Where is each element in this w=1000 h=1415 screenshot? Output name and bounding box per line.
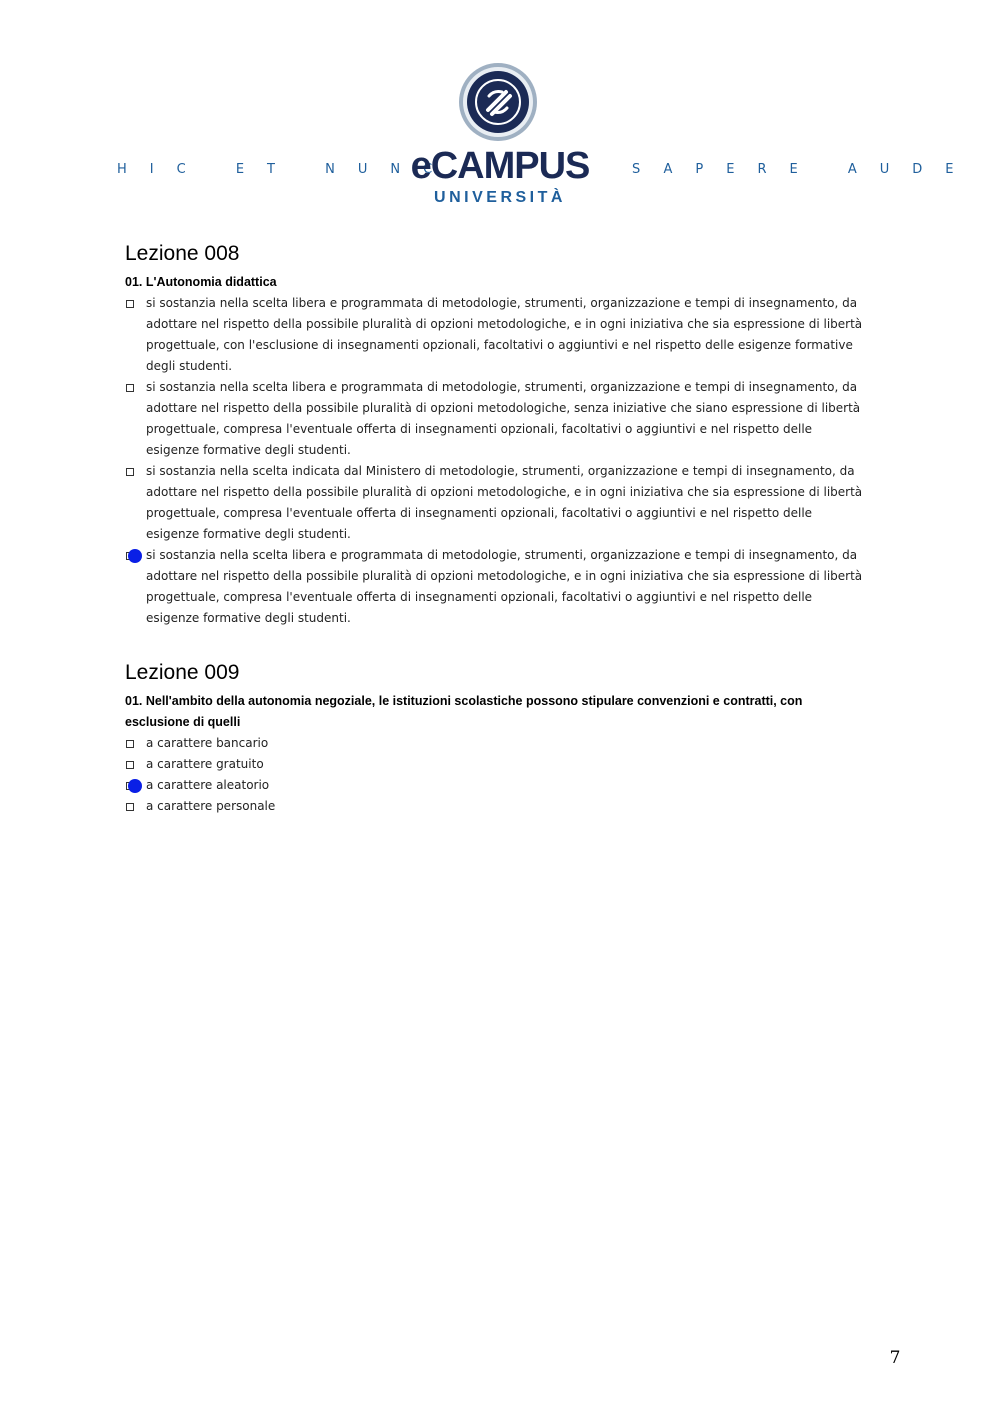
answer-text: a carattere bancario [146, 736, 269, 750]
checkbox-icon[interactable] [126, 300, 134, 308]
selected-answer-marker-icon [128, 549, 142, 563]
page-number: 7 [889, 1348, 901, 1368]
lesson-section [125, 659, 865, 817]
answer-option-selected[interactable] [125, 775, 865, 796]
answer-text: si sostanzia nella scelta libera e programmata di metodologie, strumenti, organizzazione e tempi di insegnamento, da adottare nel rispetto della possibile pluralità di opzioni metodologiche, senza iniziative che siano espressione di libertà progettuale, compresa l'eventuale offerta di insegnamenti opzionali, facoltativi o aggiuntivi e nel rispetto delle esigenze formative degli studenti. [146, 380, 861, 457]
answer-option[interactable] [125, 461, 865, 545]
checkbox-icon[interactable] [126, 803, 134, 811]
answer-text: a carattere personale [146, 799, 276, 813]
lesson-title: Lezione 008 [125, 242, 240, 265]
checkbox-icon[interactable] [126, 761, 134, 769]
question-text: 01. Nell'ambito della autonomia negoziale, le istituzioni scolastiche possono stipulare convenzioni e contratti, con esclusione di quelli [125, 694, 803, 729]
question-text: 01. L'Autonomia didattica [125, 275, 277, 289]
answer-option[interactable] [125, 754, 865, 775]
checkbox-icon[interactable] [126, 384, 134, 392]
answer-option[interactable] [125, 377, 865, 461]
answer-list [125, 733, 865, 817]
answer-option[interactable] [125, 293, 865, 377]
university-seal-icon [458, 62, 538, 142]
answer-text: a carattere aleatorio [146, 778, 270, 792]
answer-option-selected[interactable] [125, 545, 865, 629]
selected-answer-marker-icon [128, 779, 142, 793]
page-header [0, 0, 1000, 220]
answer-option[interactable] [125, 733, 865, 754]
logo-subtitle: UNIVERSITÀ [434, 189, 566, 206]
answer-list [125, 293, 865, 629]
logo-wordmark: eCAMPUS [410, 145, 590, 187]
checkbox-icon[interactable] [126, 740, 134, 748]
answer-text: a carattere gratuito [146, 757, 264, 771]
lesson-title: Lezione 009 [125, 661, 240, 684]
answer-option[interactable] [125, 796, 865, 817]
motto-right: SAPERE AUDE [632, 162, 977, 177]
motto-left: HIC ET NUNC [117, 162, 456, 177]
answer-text: si sostanzia nella scelta libera e programmata di metodologie, strumenti, organizzazione e tempi di insegnamento, da adottare nel rispetto della possibile pluralità di opzioni metodologiche, e in ogni iniziativa che sia espressione di libertà progettuale, con l'esclusione di insegnamenti opzionali, facoltativi o aggiuntivi e nel rispetto delle esigenze formative degli studenti. [146, 296, 863, 373]
answer-text: si sostanzia nella scelta indicata dal Ministero di metodologie, strumenti, organizzazione e tempi di insegnamento, da adottare nel rispetto della possibile pluralità di opzioni metodologiche, e in ogni iniziativa che sia espressione di libertà progettuale, compresa l'eventuale offerta di insegnamenti opzionali, facoltativi o aggiuntivi e nel rispetto delle esigenze formative degli studenti. [146, 464, 863, 541]
lesson-section [125, 240, 865, 629]
answer-text: si sostanzia nella scelta libera e programmata di metodologie, strumenti, organizzazione e tempi di insegnamento, da adottare nel rispetto della possibile pluralità di opzioni metodologiche, e in ogni iniziativa che sia espressione di libertà progettuale, compresa l'eventuale offerta di insegnamenti opzionali, facoltativi o aggiuntivi e nel rispetto delle esigenze formative degli studenti. [146, 548, 863, 625]
checkbox-icon[interactable] [126, 468, 134, 476]
